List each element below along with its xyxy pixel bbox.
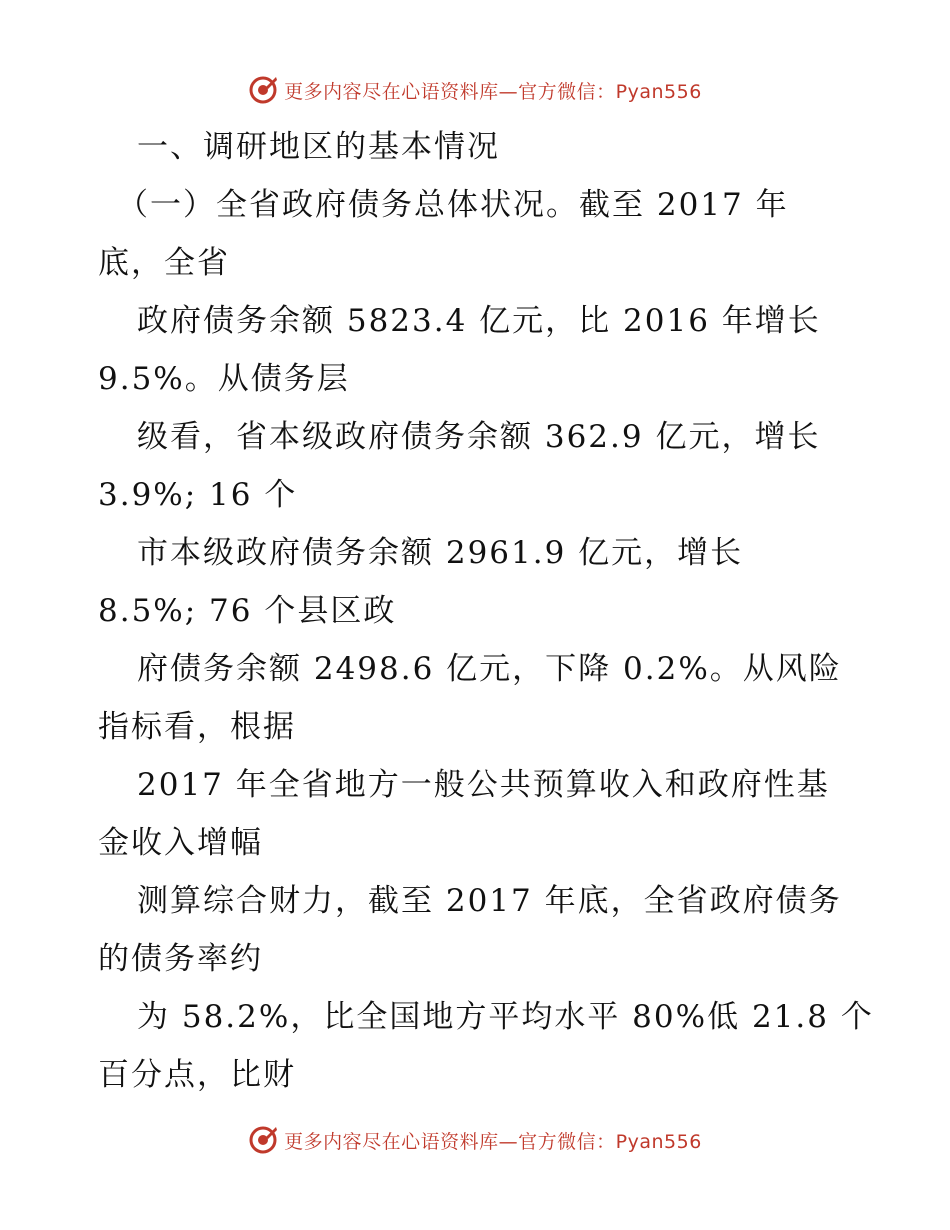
text-line: 的债务率约 xyxy=(98,941,263,977)
header-banner xyxy=(0,70,950,110)
text-line: 市本级政府债务余额 2961.9 亿元，增长 xyxy=(137,535,744,571)
pen-logo-icon xyxy=(248,1125,278,1155)
text-line: 3.9%; 16 个 xyxy=(98,477,298,513)
text-line: 9.5%。从债务层 xyxy=(98,361,350,397)
text-line: 指标看，根据 xyxy=(98,709,296,745)
text-line: 2017 年全省地方一般公共预算收入和政府性基 xyxy=(137,767,830,803)
pen-logo-icon xyxy=(248,75,278,105)
text-line: （一）全省政府债务总体状况。截至 2017 年 xyxy=(117,187,789,223)
text-line: 底，全省 xyxy=(98,245,230,281)
footer-banner-text: 更多内容尽在心语资料库—官方微信：Pyan556 xyxy=(284,1130,702,1153)
text-line: 政府债务余额 5823.4 亿元，比 2016 年增长 xyxy=(137,303,821,339)
text-line: 为 58.2%，比全国地方平均水平 80%低 21.8 个 xyxy=(137,999,874,1035)
text-line: 百分点，比财 xyxy=(98,1057,296,1093)
text-line: 级看，省本级政府债务余额 362.9 亿元，增长 xyxy=(137,419,821,455)
text-line: 8.5%; 76 个县区政 xyxy=(98,593,397,629)
header-banner-text: 更多内容尽在心语资料库—官方微信：Pyan556 xyxy=(284,80,702,103)
text-line: 金收入增幅 xyxy=(98,825,263,861)
text-line: 测算综合财力，截至 2017 年底，全省政府债务 xyxy=(137,883,842,919)
text-line: 府债务余额 2498.6 亿元，下降 0.2%。从风险 xyxy=(137,651,842,687)
footer-banner xyxy=(0,1120,950,1160)
heading-basic-situation: 一、调研地区的基本情况 xyxy=(137,129,500,165)
